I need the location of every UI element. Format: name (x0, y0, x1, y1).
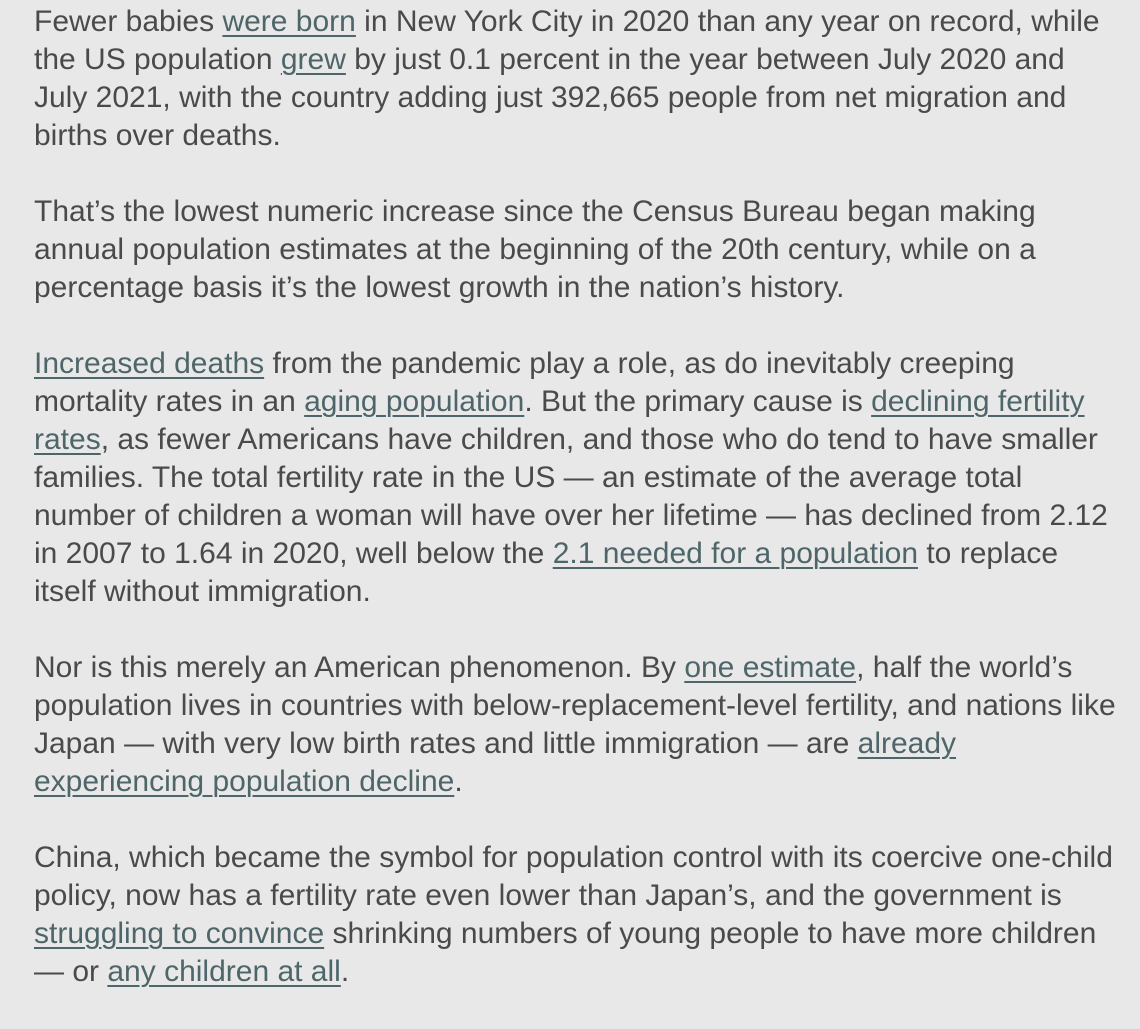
link-replacement-rate[interactable]: 2.1 needed for a population (552, 537, 919, 570)
text-segment: , half the world’s population lives in countries with below-replacement-level fertility, and nations like Japan — with very low birth rates and little immigration — are (34, 651, 1116, 760)
paragraph-3 (34, 345, 1124, 611)
link-grew[interactable]: grew (280, 43, 346, 76)
paragraph-4 (34, 649, 1124, 801)
text-segment: That’s the lowest numeric increase since the Census Bureau began making annual population estimates at the beginning of the 20th century, while on a percentage basis it’s the lowest growth in the nation’s history. (34, 195, 1036, 304)
link-struggling-to-convince[interactable]: struggling to convince (34, 917, 325, 950)
paragraph-1 (34, 3, 1124, 155)
text-segment: Nor is this merely an American phenomenon. By (34, 651, 685, 684)
paragraph-5 (34, 839, 1124, 991)
link-population-decline[interactable]: already experiencing population decline (34, 727, 957, 798)
text-segment: shrinking numbers of young people to have more children — or (34, 917, 1097, 988)
link-aging-population[interactable]: aging population (304, 385, 525, 418)
text-segment: . (340, 955, 350, 988)
text-segment: in New York City in 2020 than any year on record, while the US population (34, 5, 1100, 76)
link-increased-deaths[interactable]: Increased deaths (34, 347, 265, 380)
text-segment: by just 0.1 percent in the year between July 2020 and July 2021, with the country adding just 392,665 people from net migration and births over deaths. (34, 43, 1067, 152)
link-one-estimate[interactable]: one estimate (684, 651, 857, 684)
link-declining-fertility-rates[interactable]: declining fertility rates (34, 385, 1085, 456)
link-were-born[interactable]: were born (222, 5, 356, 38)
text-segment: . (454, 765, 463, 798)
link-any-children-at-all[interactable]: any children at all (107, 955, 341, 988)
text-segment: China, which became the symbol for population control with its coercive one-child policy, now has a fertility rate even lower than Japan’s, and the government is (34, 841, 1113, 912)
paragraph-2 (34, 193, 1124, 307)
text-segment: Fewer babies (34, 5, 223, 38)
article-body (34, 3, 1124, 1029)
text-segment: from the pandemic play a role, as do inevitably creeping mortality rates in an (34, 347, 1015, 418)
text-segment: to replace itself without immigration. (34, 537, 1059, 608)
text-segment: , as fewer Americans have children, and those who do tend to have smaller families. The total fertility rate in the US — an estimate of the average total number of children a woman will have over her lifetime — has declined from 2.12 in 2007 to 1.64 in 2020, well below the (34, 423, 1108, 570)
text-segment: . But the primary cause is (524, 385, 872, 418)
